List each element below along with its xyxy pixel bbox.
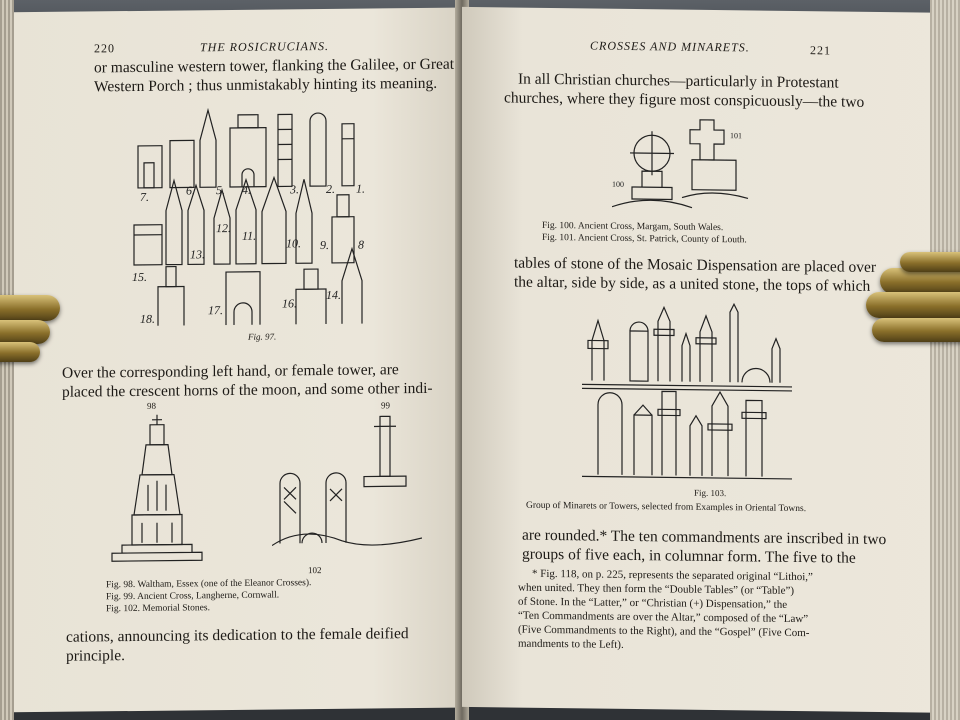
right-text-line-2: churches, where they figure most conspicuously—the two (504, 89, 865, 111)
fig-100-number: 100 (612, 179, 624, 189)
right-text-line-1: In all Christian churches—particularly in Protestant (518, 70, 839, 92)
fig97-num-4: 4. (242, 182, 251, 197)
fig-98-caption: Fig. 98. Waltham, Essex (one of the Eleanor Crosses). (106, 578, 312, 591)
page-number-left: 220 (94, 41, 115, 56)
running-head-left: THE ROSICRUCIANS. (200, 38, 329, 55)
fig97-num-14: 14. (326, 287, 341, 302)
fig-103-caption: Group of Minarets or Towers, selected from Examples in Oriental Towns. (526, 500, 807, 515)
right-text-line-4: the altar, side by side, as a united stone, the tops of which (514, 273, 871, 295)
fig-98-number: 98 (147, 400, 156, 411)
fig97-num-8: 8 (358, 237, 364, 252)
fig-99-number: 99 (381, 400, 390, 411)
fig-101-number: 101 (730, 131, 742, 141)
fig-99-102-cross-and-stones (272, 408, 422, 560)
page-edges-right (930, 0, 960, 720)
fig-100-caption: Fig. 100. Ancient Cross, Margam, South Wales. (542, 220, 724, 234)
fig97-num-10: 10. (286, 236, 301, 251)
footnote-line-3: of Stone. In the “Latter,” or “Christian (+) Dispensation,” the (518, 595, 788, 611)
fig97-num-17: 17. (208, 303, 223, 318)
left-text-line-4: placed the crescent horns of the moon, and some other indi- (62, 379, 433, 401)
brass-clamp-right-mid (866, 292, 960, 318)
brass-clamp-left-bottom (0, 342, 40, 362)
fig97-num-18: 18. (140, 311, 155, 326)
fig-103-minarets-illustration (582, 288, 792, 481)
footnote-line-5: (Five Commandments to the Right), and the “Gospel” (Five Com- (518, 623, 810, 640)
brass-clamp-left-top (0, 295, 60, 321)
fig97-num-15: 15. (132, 269, 147, 285)
running-head-right: CROSSES AND MINARETS. (590, 38, 750, 55)
footnote-line-2: when united. They then form the “Double Tables” (or “Table”) (518, 581, 795, 597)
fig97-num-3: 3. (290, 182, 299, 197)
fig-97-towers-illustration (130, 98, 390, 326)
fig97-num-11: 11. (242, 228, 257, 243)
left-page (0, 7, 468, 712)
left-text-line-2: Western Porch ; thus unmistakably hinting its meaning. (94, 74, 438, 96)
fig-100-101-ancient-crosses (612, 107, 752, 217)
fig97-num-2: 2. (326, 181, 335, 196)
footnote-line-1: * Fig. 118, on p. 225, represents the separated original “Lithoi,” (532, 567, 813, 584)
fig97-num-5: 5. (216, 183, 225, 198)
right-page (462, 7, 960, 713)
left-text-line-6: principle. (66, 647, 125, 665)
brass-clamp-right-low (872, 318, 960, 342)
footnote-line-6: mandments to the Left). (518, 637, 624, 651)
fig-98-eleanor-cross (102, 410, 212, 571)
fig97-num-6: 6. (186, 183, 195, 198)
fig-102-caption: Fig. 102. Memorial Stones. (106, 603, 210, 615)
fig-103-label: Fig. 103. (694, 487, 727, 499)
left-text-line-3: Over the corresponding left hand, or female tower, are (62, 361, 399, 382)
brass-clamp-left-mid (0, 320, 50, 344)
fig-102-number: 102 (308, 565, 322, 576)
footnote-line-4: “Ten Commandments are over the Altar,” composed of the “Law” (518, 609, 809, 626)
brass-clamp-right-upper (900, 252, 960, 272)
left-text-line-5: cations, announcing its dedication to the female deified (66, 625, 409, 646)
fig97-num-7: 7. (140, 189, 149, 204)
right-text-line-6: groups of five each, in columnar form. The five to the (522, 545, 856, 567)
fig97-num-1: 1. (356, 181, 365, 196)
fig97-num-16: 16. (282, 296, 297, 311)
page-number-right: 221 (810, 43, 831, 58)
left-text-line-1: or masculine western tower, flanking the Galilee, or Great (94, 55, 455, 77)
fig-97-caption: Fig. 97. (248, 331, 277, 342)
fig97-num-9: 9. (320, 237, 329, 253)
fig97-num-12: 12. (216, 220, 231, 236)
fig97-num-13: 13. (190, 247, 205, 262)
fig-101-caption: Fig. 101. Ancient Cross, St. Patrick, County of Louth. (542, 232, 747, 246)
right-text-line-3: tables of stone of the Mosaic Dispensation are placed over (514, 254, 876, 276)
fig-99-caption: Fig. 99. Ancient Cross, Langherne, Cornwall. (106, 590, 280, 603)
right-text-line-5: are rounded.* The ten commandments are inscribed in two (522, 526, 887, 549)
